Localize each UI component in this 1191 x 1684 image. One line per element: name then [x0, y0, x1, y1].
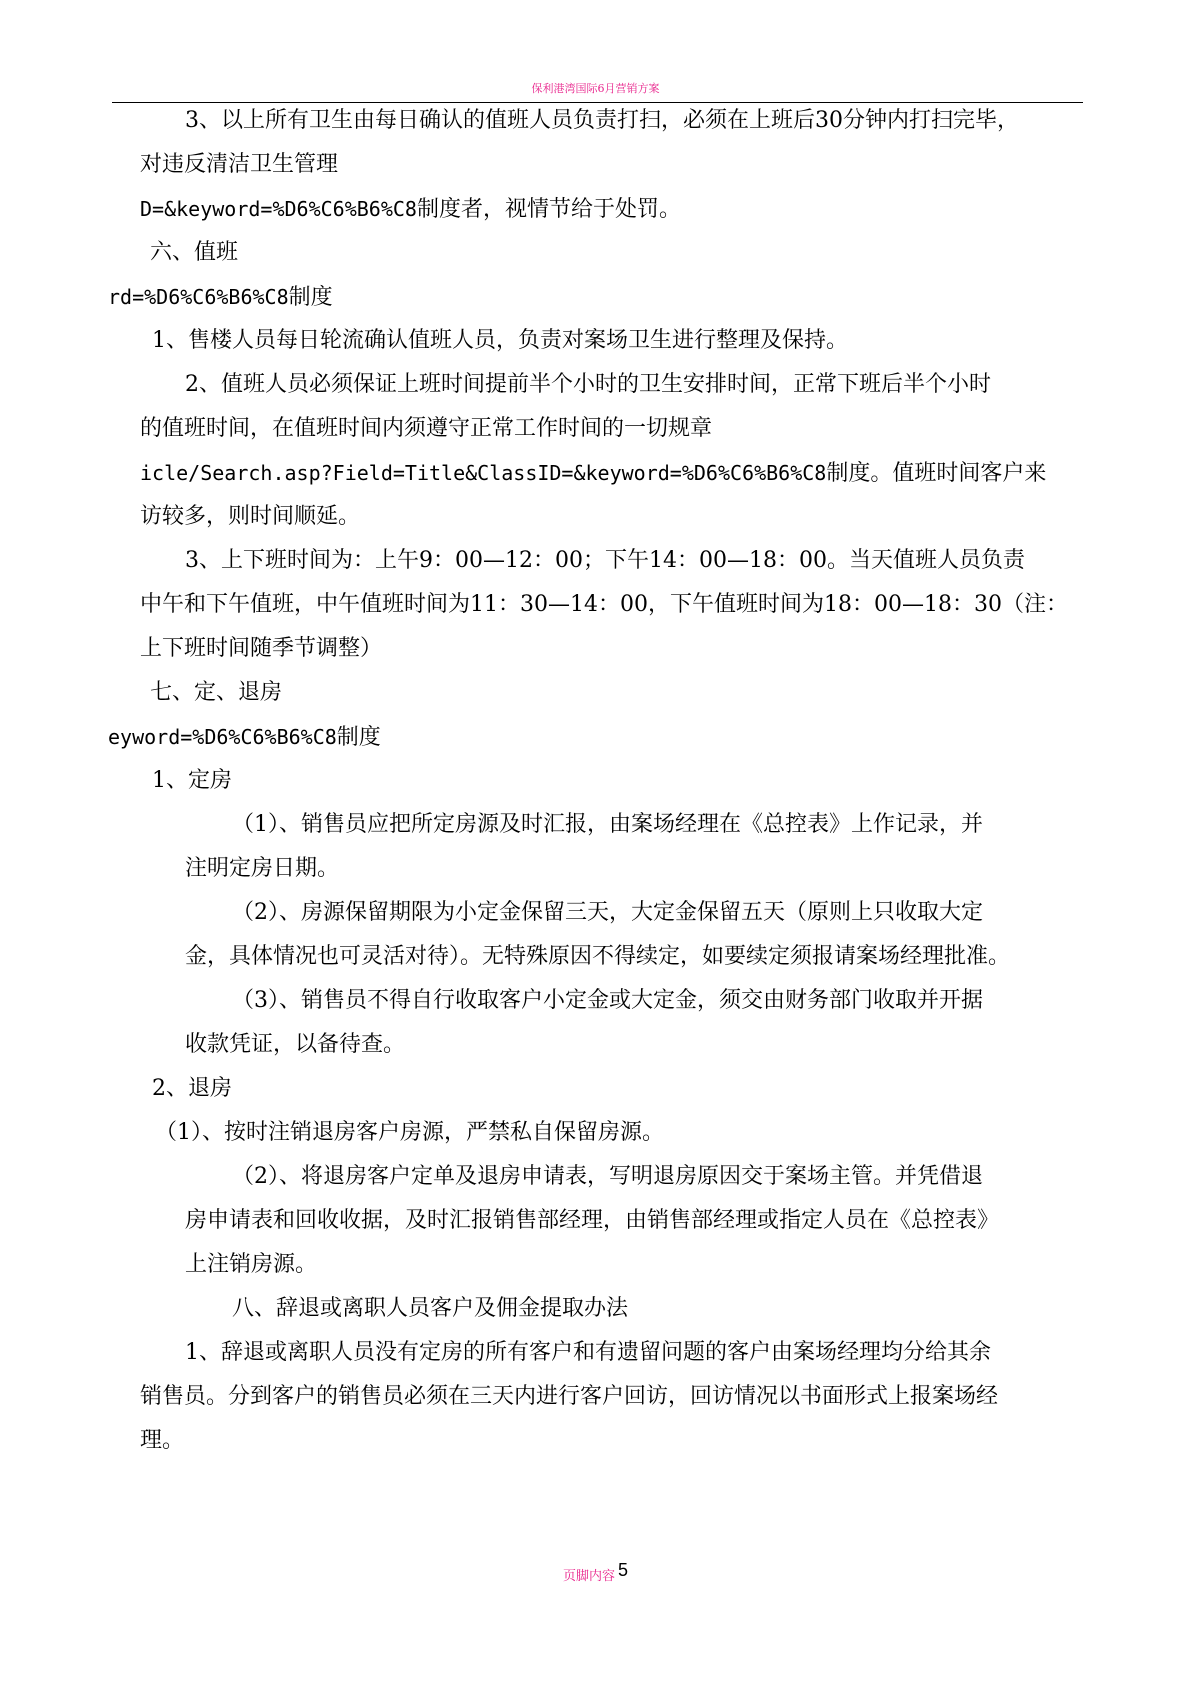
paragraph-text: 制度 — [288, 285, 333, 310]
paragraph-line — [108, 284, 333, 311]
paragraph-line: 中午和下午值班，中午值班时间为11：30—14：00，下午值班时间为18：00—18：30（注： — [140, 592, 1068, 617]
paragraph-text: 制度者，视情节给于处罚。 — [416, 197, 681, 222]
section-heading: 八、辞退或离职人员客户及佣金提取办法 — [232, 1296, 629, 1321]
section-heading: 六、值班 — [150, 240, 239, 265]
paragraph-line: 销售员。分到客户的销售员必须在三天内进行客户回访，回访情况以书面形式上报案场经 — [140, 1384, 999, 1409]
paragraph-line: 2、值班人员必须保证上班时间提前半个小时的卫生安排时间，正常下班后半个小时 — [185, 372, 991, 397]
paragraph-line: （2）、将退房客户定单及退房申请表，写明退房原因交于案场主管。并凭借退 — [232, 1164, 983, 1189]
paragraph-line: 金，具体情况也可灵活对待）。无特殊原因不得续定，如要续定须报请案场经理批准。 — [185, 944, 1011, 969]
subsection-heading: 2、退房 — [152, 1076, 232, 1101]
paragraph-line: 上注销房源。 — [185, 1252, 318, 1277]
paragraph-line: （1）、销售员应把所定房源及时汇报，由案场经理在《总控表》上作记录，并 — [232, 812, 983, 837]
page-number: 5 — [618, 1560, 629, 1580]
paragraph-line — [108, 724, 381, 751]
paragraph-line: （3）、销售员不得自行收取客户小定金或大定金，须交由财务部门收取并开据 — [232, 988, 983, 1013]
paragraph-line: 1、售楼人员每日轮流确认值班人员，负责对案场卫生进行整理及保持。 — [152, 328, 848, 353]
subsection-heading: 1、定房 — [152, 768, 232, 793]
url-fragment: icle/Search.asp?Field=Title&ClassID=&keyword=%D6%C6%B6%C8 — [140, 461, 827, 485]
paragraph-line: （2）、房源保留期限为小定金保留三天，大定金保留五天（原则上只收取大定 — [232, 900, 983, 925]
paragraph-line: 上下班时间随季节调整） — [140, 636, 383, 661]
url-fragment: eyword=%D6%C6%B6%C8 — [108, 725, 337, 749]
paragraph-line: 房申请表和回收收据，及时汇报销售部经理，由销售部经理或指定人员在《总控表》 — [185, 1208, 1000, 1233]
footer-label: 页脚内容 — [562, 1569, 615, 1584]
paragraph-line: 理。 — [140, 1428, 185, 1453]
section-heading: 七、定、退房 — [150, 680, 283, 705]
paragraph-line: （1）、按时注销退房客户房源，严禁私自保留房源。 — [155, 1120, 664, 1145]
paragraph-line: 收款凭证，以备待查。 — [185, 1032, 406, 1057]
paragraph-line: 3、上下班时间为：上午9：00—12：00；下午14：00—18：00。当天值班人员负责 — [185, 548, 1025, 573]
paragraph-line: 1、辞退或离职人员没有定房的所有客户和有遗留问题的客户由案场经理均分给其余 — [185, 1340, 991, 1365]
url-fragment: rd=%D6%C6%B6%C8 — [108, 285, 289, 309]
header-divider — [112, 102, 1083, 103]
paragraph-text: 制度 — [336, 725, 381, 750]
paragraph-line: 的值班时间，在值班时间内须遵守正常工作时间的一切规章 — [140, 416, 713, 441]
page-header: 保利港湾国际6月营销方案 — [531, 82, 660, 95]
page-footer — [0, 1560, 1191, 1585]
paragraph-text: 制度。值班时间客户来 — [826, 461, 1047, 486]
paragraph-line: 对违反清洁卫生管理 — [140, 152, 339, 177]
paragraph-line: 注明定房日期。 — [185, 856, 340, 881]
paragraph-line — [140, 460, 1046, 487]
url-fragment: D=&keyword=%D6%C6%B6%C8 — [140, 197, 417, 221]
paragraph-line — [140, 196, 681, 223]
paragraph-line: 访较多，则时间顺延。 — [140, 504, 361, 529]
paragraph-line: 3、以上所有卫生由每日确认的值班人员负责打扫，必须在上班后30分钟内打扫完毕， — [185, 108, 1019, 133]
